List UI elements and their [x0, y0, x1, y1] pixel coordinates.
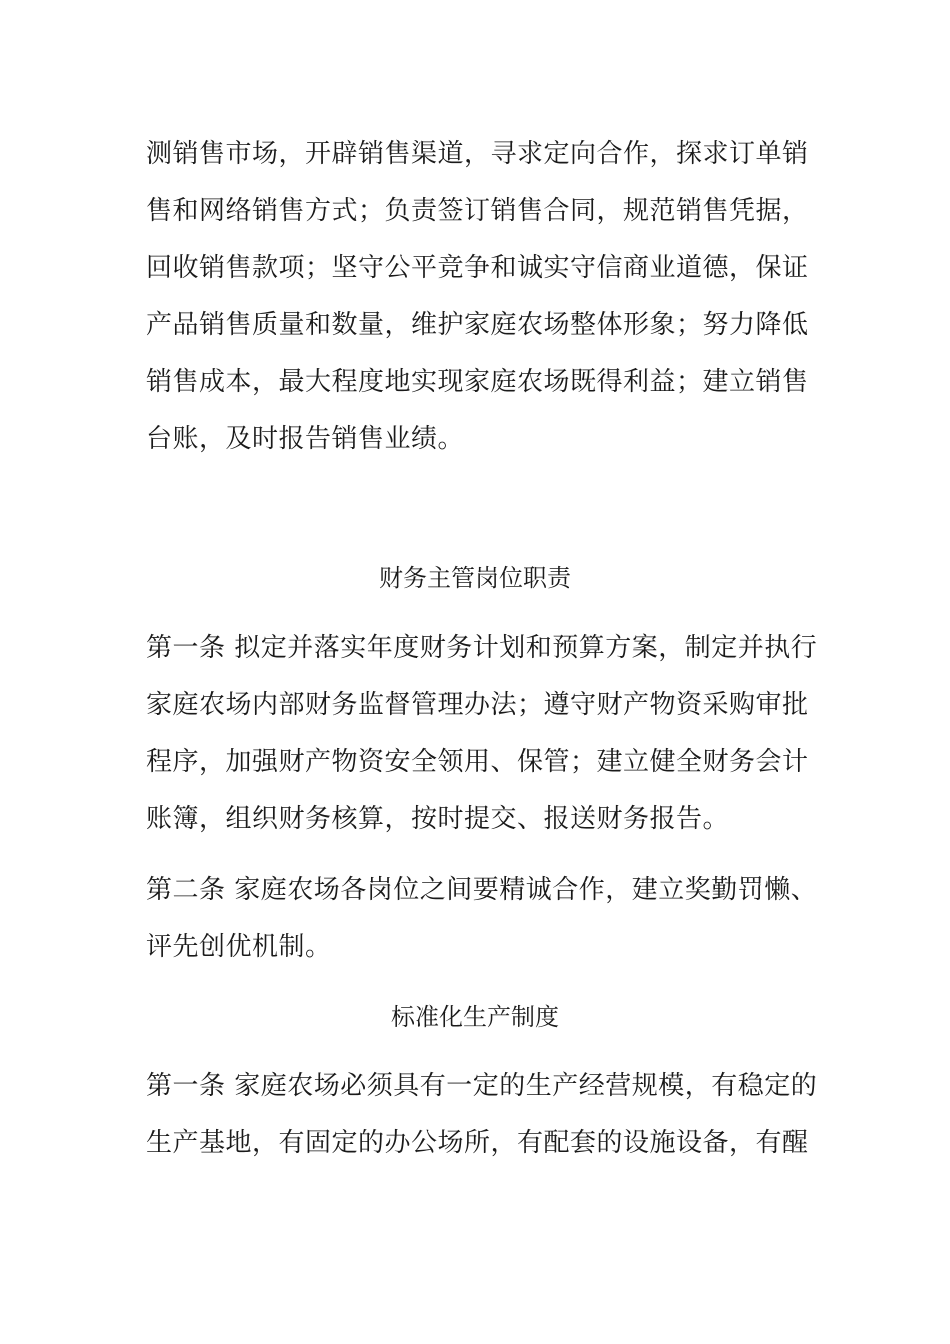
- text-line: 测销售市场，开辟销售渠道，寻求定向合作，探求订单销: [146, 139, 809, 169]
- text-line: 台账，及时报告销售业绩。: [146, 424, 465, 454]
- text-line: 评先创优机制。: [146, 932, 332, 962]
- text-line: 生产基地，有固定的办公场所，有配套的设施设备，有醒: [146, 1128, 809, 1158]
- text-line: 产品销售质量和数量，维护家庭农场整体形象；努力降低: [146, 310, 809, 340]
- text-line: 第一条 拟定并落实年度财务计划和预算方案，制定并执行: [146, 633, 818, 663]
- text-line: 第二条 家庭农场各岗位之间要精诚合作，建立奖勤罚懒、: [146, 875, 818, 905]
- text-line: 账簿，组织财务核算，按时提交、报送财务报告。: [146, 804, 730, 834]
- text-line: 销售成本，最大程度地实现家庭农场既得利益；建立销售: [146, 367, 809, 397]
- section-heading-production: 标准化生产制度: [391, 1003, 559, 1031]
- text-line: 程序，加强财产物资安全领用、保管；建立健全财务会计: [146, 747, 809, 777]
- text-line: 第一条 家庭农场必须具有一定的生产经营规模，有稳定的: [146, 1071, 818, 1101]
- text-line: 回收销售款项；坚守公平竞争和诚实守信商业道德，保证: [146, 253, 809, 283]
- text-line: 家庭农场内部财务监督管理办法；遵守财产物资采购审批: [146, 690, 809, 720]
- text-line: 售和网络销售方式；负责签订销售合同，规范销售凭据，: [146, 196, 809, 226]
- section-heading-finance: 财务主管岗位职责: [379, 564, 571, 592]
